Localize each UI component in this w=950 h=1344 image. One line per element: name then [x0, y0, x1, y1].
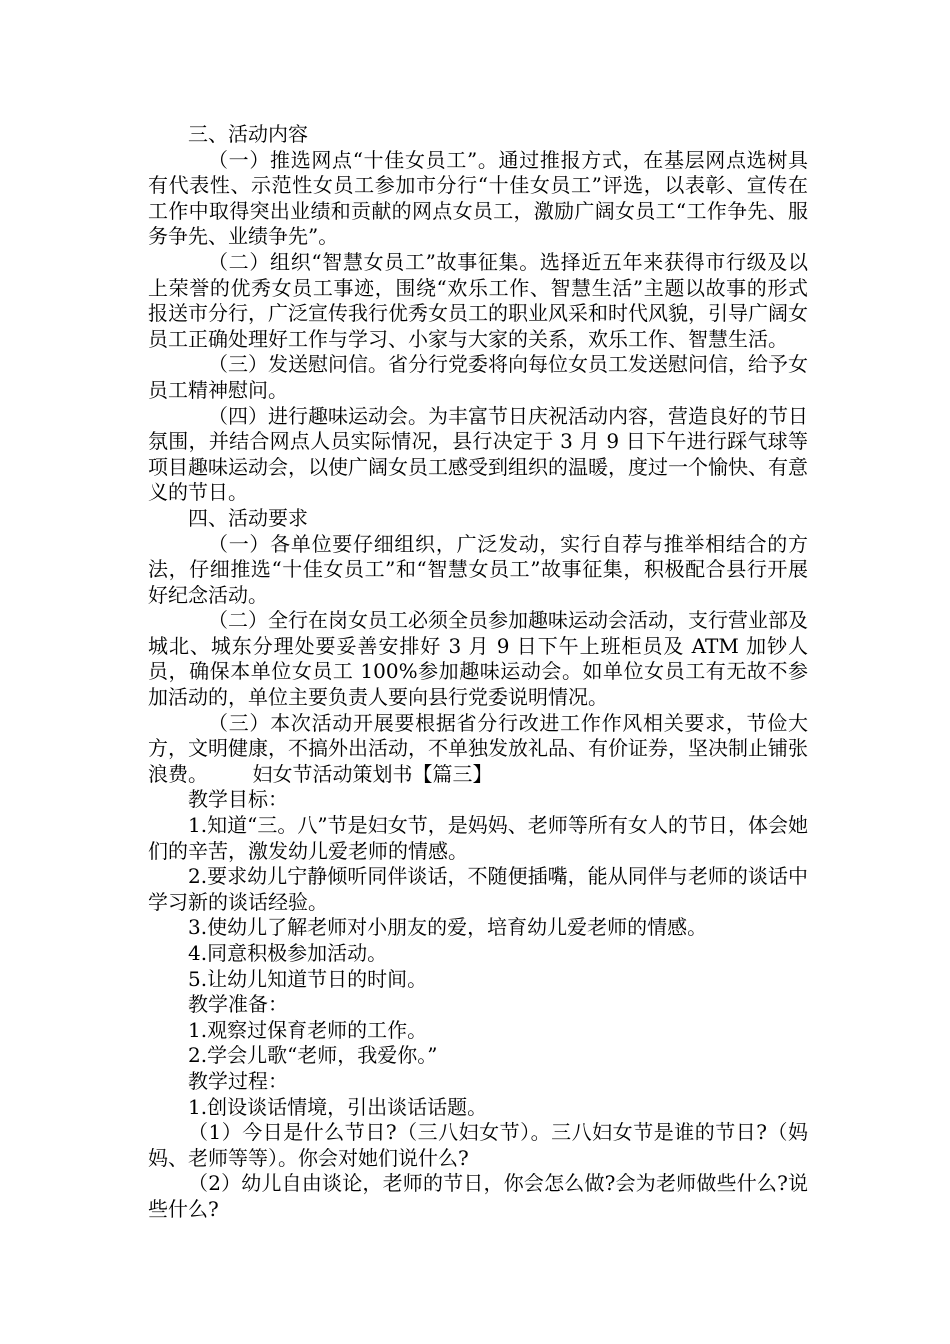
list-item: 1.知道“三。八”节是妇女节，是妈妈、老师等所有女人的节日，体会她们的辛苦，激发幼儿爱老师的情感。 [148, 813, 808, 863]
section-heading-activity-requirements: 四、活动要求 [188, 505, 308, 530]
document-body [148, 122, 808, 1223]
paragraph: （二）全行在岗女员工必须全员参加趣味运动会活动，支行营业部及城北、城东分理处要妥善安排好 3 月 9 日下午上班柜员及 ATM 加钞人员，确保本单位女员工 100%参加趣味运动会。如单位女员工有无故不参加活动的，单位主要负责人要向县行党委说明情况。 [148, 608, 808, 710]
list-item: 3.使幼儿了解老师对小朋友的爱，培育幼儿爱老师的情感。 [188, 915, 708, 940]
paragraph: （三）本次活动开展要根据省分行改进工作作风相关要求，节俭大方，文明健康，不搞外出活动，不单独发放礼品、有价证券，坚决制止铺张浪费。 妇女节活动策划书【篇三】 [148, 710, 808, 786]
list-item: 1.创设谈话情境，引出谈话话题。 [188, 1094, 488, 1119]
list-item: 2.要求幼儿宁静倾听同伴谈话，不随便插嘴，能从同伴与老师的谈话中学习新的谈话经验。 [148, 864, 808, 914]
list-item: 2.学会儿歌“老师，我爱你。” [188, 1043, 438, 1068]
paragraph: （一）各单位要仔细组织，广泛发动，实行自荐与推举相结合的方法，仔细推选“十佳女员工”和“智慧女员工”故事征集，积极配合县行开展好纪念活动。 [148, 531, 808, 607]
heading-teaching-goals: 教学目标： [188, 787, 288, 812]
paragraph: （四）进行趣味运动会。为丰富节日庆祝活动内容，营造良好的节日氛围，并结合网点人员实际情况，县行决定于 3 月 9 日下午进行踩气球等项目趣味运动会，以使广阔女员工感受到组织的温暖，度过一个愉快、有意义的节日。 [148, 403, 808, 505]
paragraph: （一）推选网点“十佳女员工”。通过推报方式，在基层网点选树具有代表性、示范性女员工参加市分行“十佳女员工”评选，以表彰、宣传在工作中取得突出业绩和贡献的网点女员工，激励广阔女员工“工作争先、服务争先、业绩争先”。 [148, 147, 808, 249]
list-item: （2）幼儿自由谈论，老师的节日，你会怎么做?会为老师做些什么?说些什么? [148, 1171, 808, 1221]
list-item: 4.同意积极参加活动。 [188, 941, 388, 965]
section-heading-activity-content: 三、活动内容 [188, 122, 308, 146]
heading-teaching-preparation: 教学准备： [188, 992, 288, 1017]
heading-teaching-process: 教学过程： [188, 1068, 288, 1093]
list-item: 1.观察过保育老师的工作。 [188, 1017, 428, 1042]
list-item: （1）今日是什么节日?（三八妇女节）。三八妇女节是谁的节日?（妈妈、老师等等）。你会对她们说什么? [148, 1120, 808, 1170]
paragraph: （三）发送慰问信。省分行党委将向每位女员工发送慰问信，给予女员工精神慰问。 [148, 352, 808, 402]
list-item: 5.让幼儿知道节日的时间。 [188, 966, 428, 991]
paragraph: （二）组织“智慧女员工”故事征集。选择近五年来获得市行级及以上荣誉的优秀女员工事迹，围绕“欢乐工作、智慧生活”主题以故事的形式报送市分行，广泛宣传我行优秀女员工的职业风采和时代风貌，引导广阔女员工正确处理好工作与学习、小家与大家的关系，欢乐工作、智慧生活。 [148, 249, 808, 351]
